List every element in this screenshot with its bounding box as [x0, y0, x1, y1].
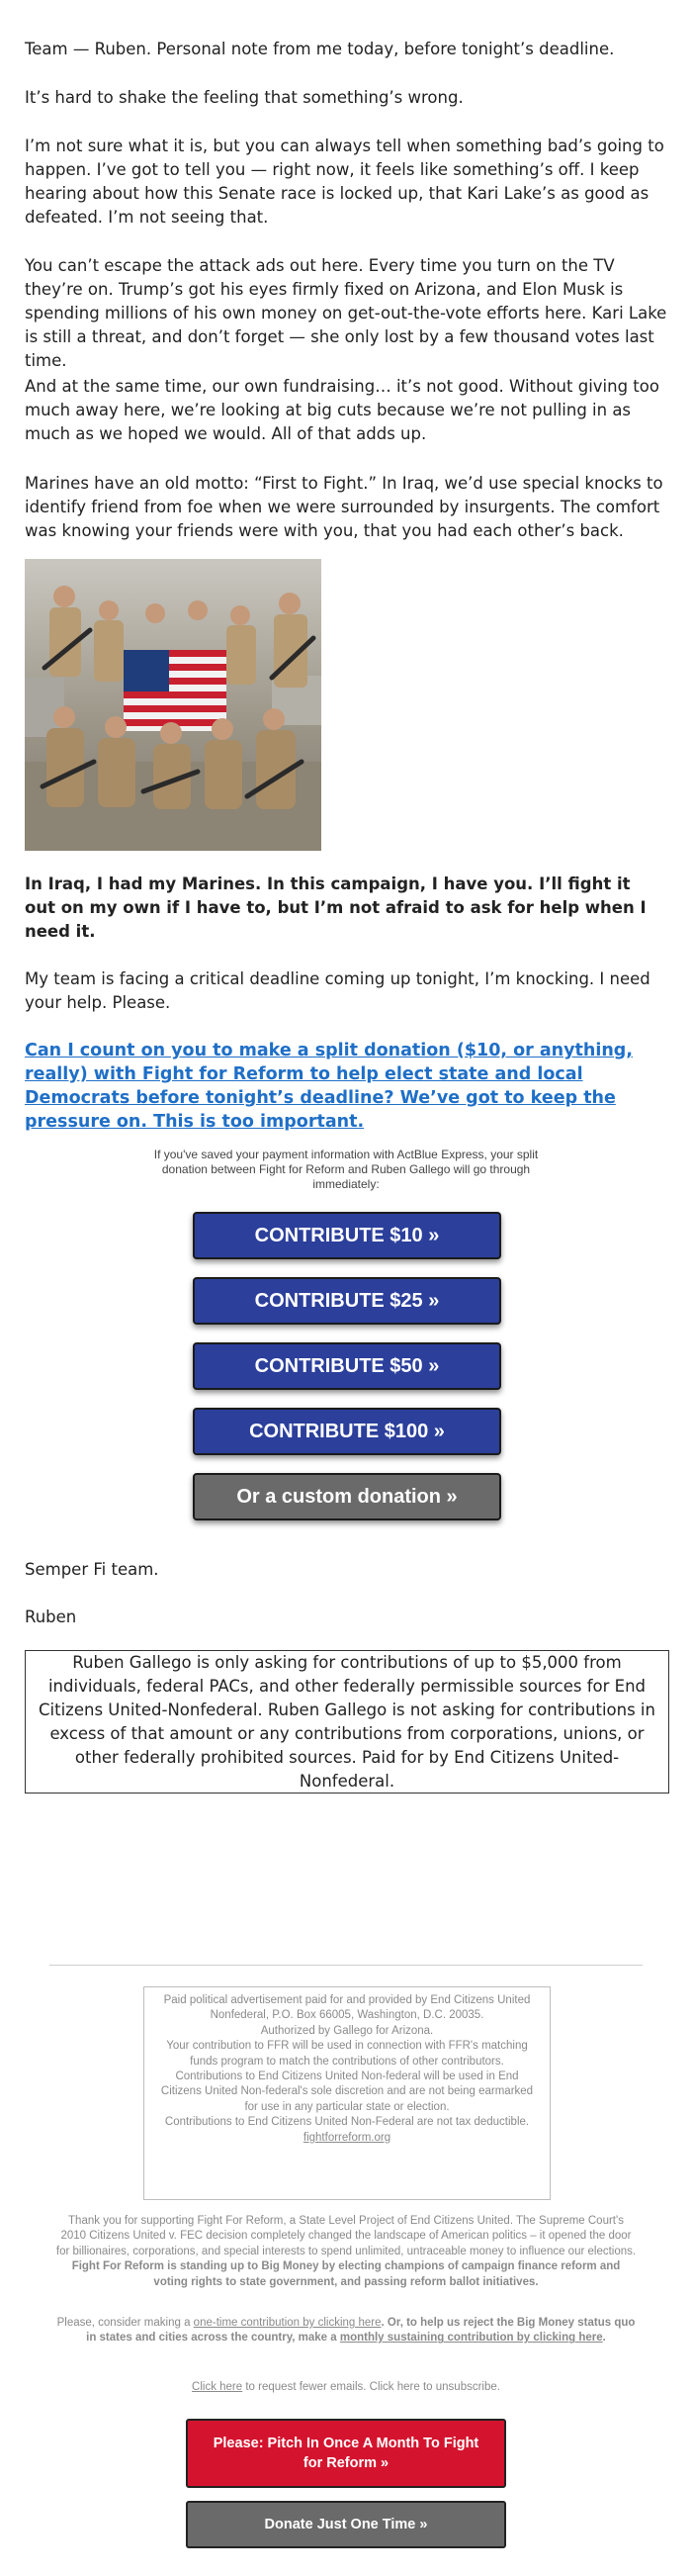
paid-line: Your contribution to FFR will be used in connection with FFR's matching funds program to match the contributions of other contributors. [166, 2040, 528, 2068]
deadline-paragraph: My team is facing a critical deadline coming up tonight, I’m knocking. I need your help. Please. [25, 969, 650, 1012]
paragraph: It’s hard to shake the feeling that something’s wrong. [25, 88, 464, 107]
greeting: Team — Ruben. Personal note from me today, before tonight’s deadline. [25, 40, 615, 58]
bold-paragraph: In Iraq, I had my Marines. In this campaign, I have you. I’ll fight it out on my own if I have to, but I’m not afraid to ask for help when I need it. [25, 874, 647, 941]
signoff: Semper Fi team. [25, 1560, 159, 1579]
cta-link[interactable]: Can I count on you to make a split donation ($10, or anything, really) with Fight for Reform to help elect state and local Democrats before tonight’s deadline? We’ve got to keep the pressure on. This is too important. [25, 1041, 633, 1132]
consider-text [54, 2316, 638, 2346]
one-time-donation-button[interactable]: Donate Just One Time » [186, 2501, 506, 2548]
consider-end: . [602, 2332, 606, 2345]
contribution-disclaimer [25, 1650, 669, 1794]
contribute-50-button[interactable]: CONTRIBUTE $50 » [193, 1342, 501, 1390]
thanks-plain: Thank you for supporting Fight For Reform, a State Level Project of End Citizens United. The Supreme Court's 2010 Citizens United v. FEC decision completely changed the landscape of American politics – it opened the door for billionaires, corporations, and special interests to spend unlimited, untraceable money to influence our elections. [55, 2215, 637, 2257]
fewer-emails-text [54, 2380, 638, 2395]
paid-line: Authorized by Gallego for Arizona. [260, 2024, 434, 2037]
paragraph: I’m not sure what it is, but you can always tell when something bad’s going to happen. I’ve got to tell you — right now, it feels like something’s off. I keep hearing about how this Senate race is locked up, that Kari Lake’s as good as defeated. I’m not seeing that. [25, 137, 664, 227]
paid-line: Contributions to End Citizens United Non-Federal are not tax deductible. [164, 2116, 530, 2129]
monthly-link[interactable]: monthly sustaining contribution by clicking here [339, 2332, 603, 2345]
one-time-link[interactable]: one-time contribution by clicking here [193, 2317, 382, 2329]
marines-flag-photo [25, 559, 321, 851]
actblue-express-note: If you've saved your payment information with ActBlue Express, your split donation between Fight for Reform and Ruben Gallego will go through immediately: [153, 1148, 539, 1191]
unsubscribe-text[interactable]: to request fewer emails. Click here to unsubscribe. [242, 2381, 500, 2393]
thanks-bold: Fight For Reform is standing up to Big Money by electing champions of campaign finance reform and voting rights to state government, and passing reform ballot initiatives. [71, 2260, 621, 2288]
custom-donation-button[interactable]: Or a custom donation » [193, 1473, 501, 1520]
paid-line: Contributions to End Citizens United Non-federal will be used in End Citizens United Non-federal's sole discretion and are not being earmarked for use in any particular state or election. [160, 2070, 534, 2113]
paragraph: You can’t escape the attack ads out here. Every time you turn on the TV they’re on. Trump’s got his eyes firmly fixed on Arizona, and Elon Musk is spending millions of his own money on get-out-the-vote efforts here. Kari Lake is still a threat, and don’t forget — she only lost by a few thousand votes last time. [25, 256, 667, 370]
monthly-donation-button[interactable]: Please: Pitch In Once A Month To Fight for Reform » [186, 2419, 506, 2488]
paragraph: And at the same time, our own fundraising… it’s not good. Without giving too much away here, we’re looking at big cuts because we’re not pulling in as much as we hoped we would. All of that adds up. [25, 377, 659, 443]
disclaimer-text: Ruben Gallego is only asking for contributions of up to $5,000 from individuals, federal PACs, and other federally permissible sources for End Citizens United-Nonfederal. Ruben Gallego is not asking for contributions in excess of that amount or any contributions from corporations, unions, or other federally prohibited sources. Paid for by End Citizens United-Nonfederal. [39, 1652, 655, 1791]
fewer-emails-link[interactable]: Click here [192, 2381, 243, 2393]
thanks-text [54, 2214, 638, 2290]
us-flag-icon [124, 650, 226, 731]
contribute-10-button[interactable]: CONTRIBUTE $10 » [193, 1212, 501, 1259]
footer-divider [49, 1965, 643, 1966]
signature: Ruben [25, 1608, 77, 1626]
contribute-25-button[interactable]: CONTRIBUTE $25 » [193, 1277, 501, 1325]
consider-mid: . Or, to help us reject the Big Money status quo in states and cities across the country, make a [86, 2317, 636, 2345]
contribute-100-button[interactable]: CONTRIBUTE $100 » [193, 1408, 501, 1455]
paid-for-box [143, 1986, 551, 2200]
paid-line: Paid political advertisement paid for and provided by End Citizens United Nonfederal, P.O. Box 66005, Washington, D.C. 20035. [163, 1994, 531, 2022]
paragraph: Marines have an old motto: “First to Fight.” In Iraq, we’d use special knocks to identify friend from foe when we were surrounded by insurgents. The comfort was knowing your friends were with you, that you had each other’s back. [25, 474, 663, 540]
site-link[interactable]: fightforreform.org [303, 2131, 391, 2144]
consider-pre: Please, consider making a [56, 2317, 194, 2329]
